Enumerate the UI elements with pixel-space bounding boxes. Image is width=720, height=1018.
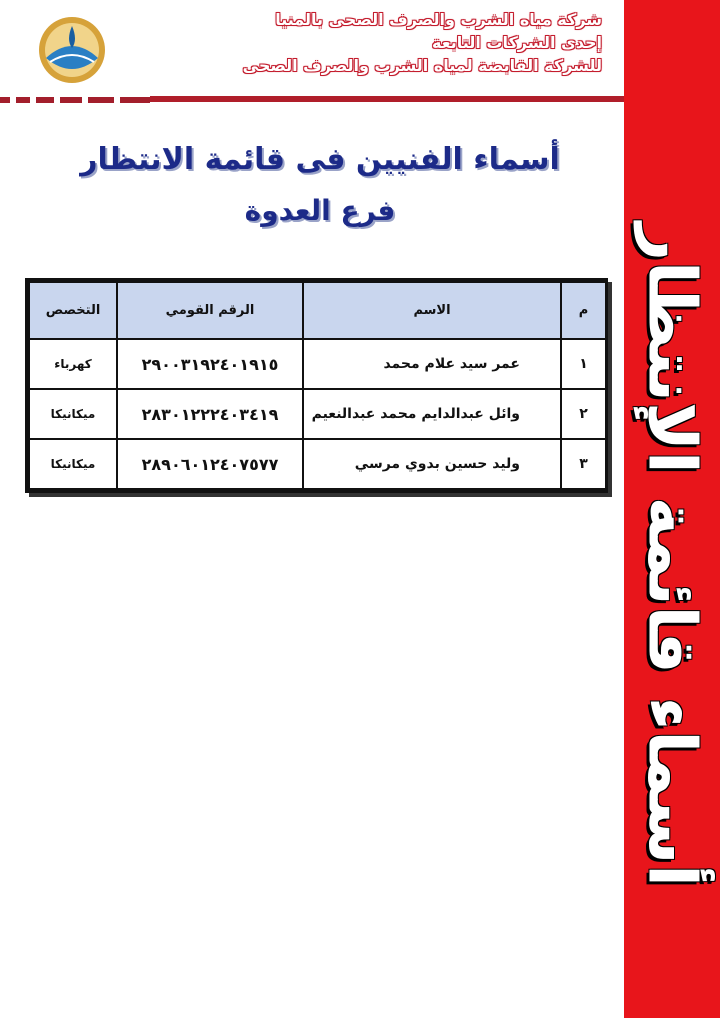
header-line-2: إحدى الشركات التابعة (432, 33, 602, 52)
page-subtitle-branch: فرع العدوة (244, 194, 396, 227)
table-header-row (29, 282, 606, 339)
row-national-id: ٢٨٩٠٦٠١٢٤٠٧٥٧٧ (117, 439, 303, 489)
row-specialty: ميكانيكا (29, 389, 117, 439)
company-logo-icon (36, 14, 108, 86)
row-index: ٣ (561, 439, 606, 489)
row-national-id: ٢٨٣٠١٢٢٢٤٠٣٤١٩ (117, 389, 303, 439)
table-row (29, 339, 606, 389)
row-name: وائل عبدالدايم محمد عبدالنعيم (303, 389, 561, 439)
table-row (29, 389, 606, 439)
row-name: عمر سيد علام محمد (303, 339, 561, 389)
row-specialty: ميكانيكا (29, 439, 117, 489)
waiting-list-table (25, 278, 608, 493)
column-header-national-id: الرقم القومي (117, 282, 303, 339)
page-title: أسماء الفنيين فى قائمة الانتظار (80, 142, 560, 177)
row-name: وليد حسين بدوي مرسي (303, 439, 561, 489)
red-sidebar (624, 0, 720, 1018)
column-header-index: م (561, 282, 606, 339)
sidebar-title: أسماء قائمة الإنتظار (633, 223, 711, 887)
header-line-1: شركة مياه الشرب والصرف الصحى بالمنيا (275, 10, 602, 29)
row-national-id: ٢٩٠٠٣١٩٢٤٠١٩١٥ (117, 339, 303, 389)
header-line-3: للشركة القابضة لمياه الشرب والصرف الصحى (242, 56, 602, 75)
row-index: ١ (561, 339, 606, 389)
column-header-name: الاسم (303, 282, 561, 339)
header-dash-divider (0, 97, 150, 103)
row-specialty: كهرباء (29, 339, 117, 389)
row-index: ٢ (561, 389, 606, 439)
table-row (29, 439, 606, 489)
header-company-name (122, 8, 602, 77)
header-divider (150, 96, 624, 102)
column-header-specialty: التخصص (29, 282, 117, 339)
